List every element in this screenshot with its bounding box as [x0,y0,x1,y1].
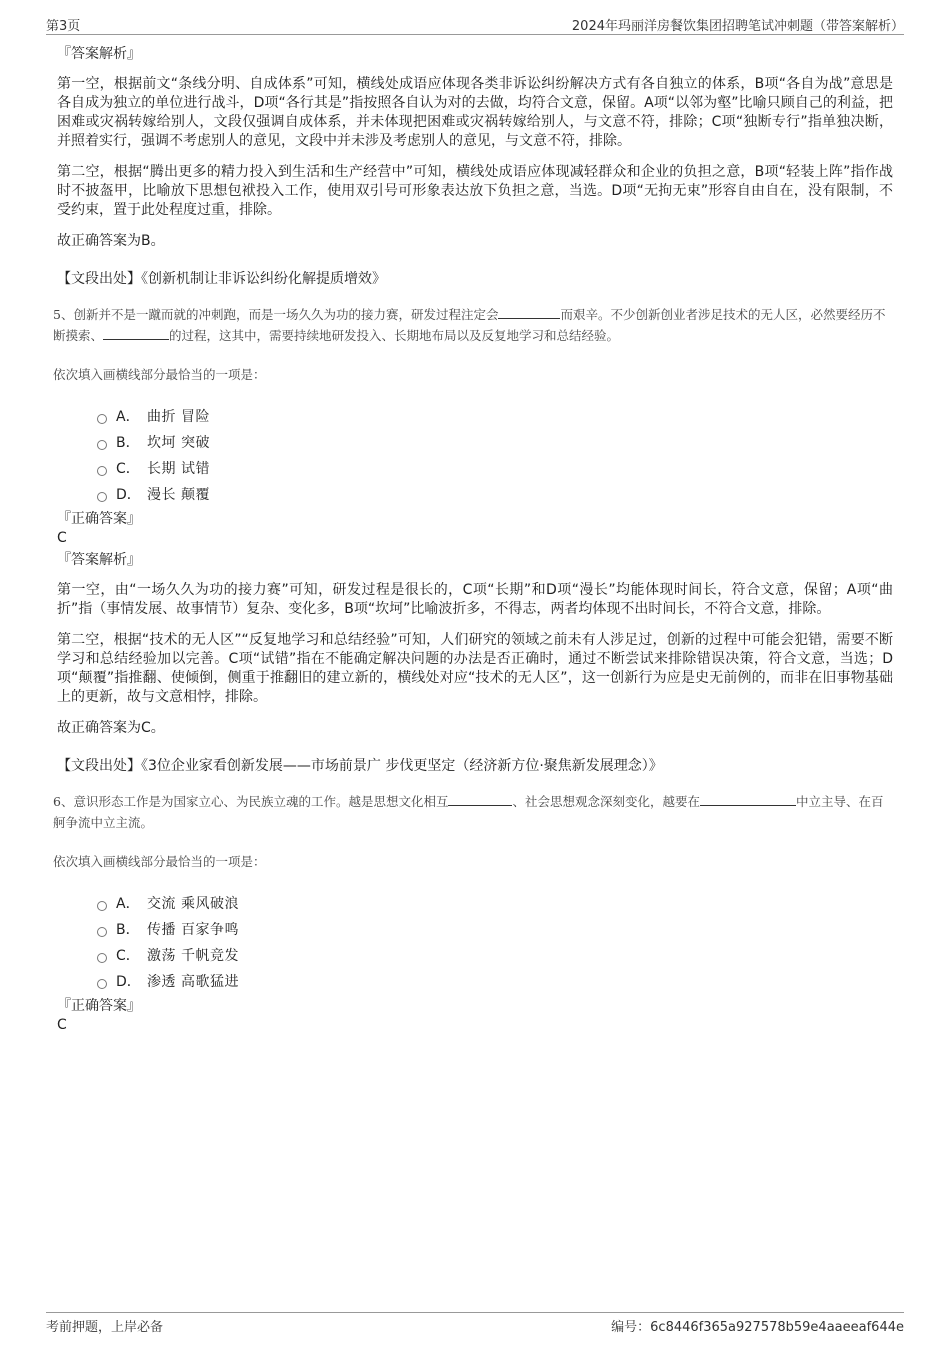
document-code: 编号：6c8446f365a927578b59e4aaeeaf644e [611,1320,904,1335]
question-prompt: 依次填入画横线部分最恰当的一项是： [53,367,266,382]
page-number: 第3页 [46,19,81,34]
radio-icon[interactable] [97,979,107,989]
option-a[interactable]: A． 曲折 冒险 [97,403,893,429]
analysis-paragraph: 第二空，根据“技术的无人区”“反复地学习和总结经验”可知，人们研究的领域之前未有人涉足过，创新的过程中可能会犯错，需要不断学习和总结经验加以完善。C项“试错”指在不能确定解决问题的办法是否正确时，通过不断尝试来排除错误决策，符合文意，当选；D项“颠覆”指推翻、使倾倒，侧重于推翻旧的建立新的，横线处对应“技术的无人区”，这一创新行为应是史无前例的，而非在旧事物基础上的更新，故与文意相悖，排除。 [57,632,893,705]
analysis-tag: 『答案解析』 [57,46,141,62]
option-c[interactable]: C． 激荡 千帆竞发 [97,942,893,968]
option-c[interactable]: C． 长期 试错 [97,455,893,481]
document-body [53,44,893,1037]
fill-blank [700,792,796,806]
analysis-tag: 『答案解析』 [57,552,141,568]
analysis-paragraph: 第二空，根据“腾出更多的精力投入到生活和生产经营中”可知，横线处成语应体现减轻群众和企业的负担之意，B项“轻装上阵”指作战时不披盔甲，比喻放下思想包袱投入工作，使用双引号可形象表达放下负担之意，当选。D项“无拘无束”形容自由自在，没有限制，不受约束，置于此处程度过重，排除。 [57,164,893,218]
conclusion: 故正确答案为B。 [57,233,165,249]
option-b[interactable]: B． 坎坷 突破 [97,429,893,455]
question-5-stem: 5、创新并不是一蹴而就的冲刺跑，而是一场久久为功的接力赛，研发过程注定会 而艰辛。不少创新创业者涉足技术的无人区，必然要经历不断摸索、 的过程，这其中，需要持续地研发投入、长期地布局以及反复地学习和总结经验。 [53,307,886,343]
footer-slogan: 考前押题，上岸必备 [46,1320,164,1335]
fill-blank [448,792,512,806]
source-citation: 【文段出处】《创新机制让非诉讼纠纷化解提质增效》 [57,271,386,287]
option-b[interactable]: B． 传播 百家争鸣 [97,916,893,942]
analysis-paragraph: 第一空，根据前文“条线分明、自成体系”可知，横线处成语应体现各类非诉讼纠纷解决方式有各自独立的体系，B项“各自为战”意思是各自成为独立的单位进行战斗，D项“各行其是”指按照各自认为对的去做，均符合文意，保留。A项“以邻为壑”比喻只顾自己的利益，把困难或灾祸转嫁给别人，文段仅强调自成体系，并未体现把困难或灾祸转嫁给别人，与文意不符，排除；C项“独断专行”指单独决断，并照着实行，强调不考虑别人的意见，文段中并未涉及考虑别人的意见，与文意不符，排除。 [57,76,893,149]
radio-icon[interactable] [97,901,107,911]
option-d[interactable]: D． 渗透 高歌猛进 [97,968,893,994]
correct-answer-tag: 『正确答案』 [57,511,141,527]
question-6-stem: 6、意识形态工作是为国家立心、为民族立魂的工作。越是思想文化相互 、社会思想观念深刻变化，越要在 中立主导、在百舸争流中立主流。 [53,794,884,830]
fill-blank [103,326,169,340]
analysis-paragraph: 第一空，由“一场久久为功的接力赛”可知，研发过程是很长的，C项“长期”和D项“漫长”均能体现时间长，符合文意，保留；A项“曲折”指（事情发展、故事情节）复杂、变化多，B项“坎坷”比喻波折多，不得志，两者均体现不出时间长，不符合文意，排除。 [57,582,893,617]
option-d[interactable]: D． 漫长 颠覆 [97,481,893,507]
fill-blank [498,305,560,319]
radio-icon[interactable] [97,927,107,937]
correct-answer: C [57,1017,67,1033]
options-list [97,403,893,507]
radio-icon[interactable] [97,414,107,424]
correct-answer-tag: 『正确答案』 [57,998,141,1014]
correct-answer: C [57,530,67,546]
radio-icon[interactable] [97,440,107,450]
radio-icon[interactable] [97,466,107,476]
radio-icon[interactable] [97,492,107,502]
page-header [46,14,904,35]
conclusion: 故正确答案为C。 [57,720,165,736]
document-title: 2024年玛丽洋房餐饮集团招聘笔试冲刺题（带答案解析） [571,19,904,34]
source-citation: 【文段出处】《3位企业家看创新发展——市场前景广 步伐更坚定（经济新方位·聚焦新发展理念）》 [57,758,663,774]
question-prompt: 依次填入画横线部分最恰当的一项是： [53,854,266,869]
page-footer [46,1312,904,1335]
option-a[interactable]: A． 交流 乘风破浪 [97,890,893,916]
options-list [97,890,893,994]
radio-icon[interactable] [97,953,107,963]
